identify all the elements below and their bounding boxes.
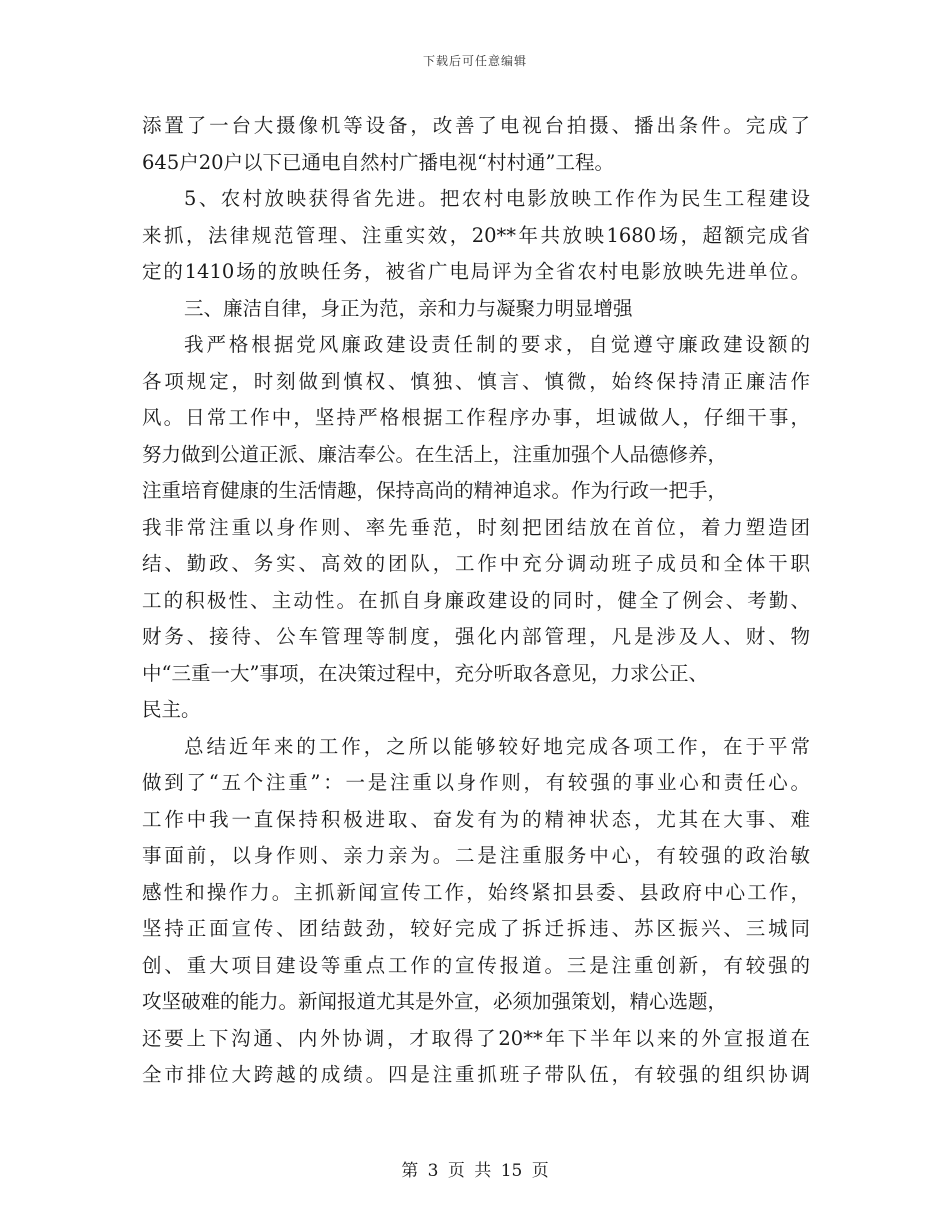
text-line: 各项规定，时刻做到慎权、慎独、慎言、慎微，始终保持清正廉洁作 [142, 369, 810, 393]
text-line: 工的积极性、主动性。在抓自身廉政建设的同时，健全了例会、考勤、 [142, 588, 810, 612]
text-line: 创、重大项目建设等重点工作的宣传报道。三是注重创新，有较强的 [142, 953, 810, 977]
text-line: 总结近年来的工作，之所以能够较好地完成各项工作，在于平常 [184, 734, 810, 758]
text-line: 来抓，法律规范管理、注重实效，20**年共放映1680场，超额完成省 [142, 223, 810, 247]
page-header: 下载后可任意编辑 [422, 54, 527, 68]
text-line: 风。日常工作中，坚持严格根据工作程序办事，坦诚做人，仔细干事， [142, 406, 810, 429]
document-body [142, 108, 810, 1094]
text-line: 攻坚破难的能力。新闻报道尤其是外宣，必须加强策划，精心选题， [142, 990, 728, 1013]
text-line: 努力做到公道正派、廉洁奉公。在生活上，注重加强个人品德修养， [142, 442, 728, 466]
text-line: 工作中我一直保持积极进取、奋发有为的精神状态，尤其在大事、难 [142, 807, 810, 831]
text-line: 我严格根据党风廉政建设责任制的要求，自觉遵守廉政建设额的 [184, 333, 810, 356]
text-line: 全市排位大跨越的成绩。四是注重抓班子带队伍，有较强的组织协调 [142, 1063, 810, 1086]
text-line: 坚持正面宣传、团结鼓劲，较好完成了拆迁拆违、苏区振兴、三城同 [142, 917, 810, 940]
text-line: 注重培育健康的生活情趣，保持高尚的精神追求。作为行政一把手， [142, 479, 728, 502]
text-line: 我非常注重以身作则、率先垂范，时刻把团结放在首位，着力塑造团 [142, 515, 810, 539]
text-line: 事面前，以身作则、亲力亲为。二是注重服务中心，有较强的政治敏 [142, 844, 810, 867]
text-line: 645户20户以下已通电自然村广播电视“村村通”工程。 [142, 150, 614, 174]
text-line: 中“三重一大”事项，在决策过程中，充分听取各意见，力求公正、 [142, 661, 708, 685]
text-line: 做到了“五个注重”：一是注重以身作则，有较强的事业心和责任心。 [142, 771, 810, 794]
text-line: 三、廉洁自律，身正为范，亲和力与凝聚力明显增强 [184, 296, 633, 320]
text-line: 财务、接待、公车管理等制度，强化内部管理，凡是涉及人、财、物 [142, 625, 810, 648]
page-footer: 第 3 页 共 15 页 [401, 1161, 549, 1181]
text-line: 定的1410场的放映任务，被省广电局评为全省农村电影放映先进单位。 [142, 260, 810, 283]
text-line: 添置了一台大摄像机等设备，改善了电视台拍摄、播出条件。完成了 [142, 114, 810, 137]
text-line: 民主。 [142, 698, 201, 721]
text-line: 5、农村放映获得省先进。把农村电影放映工作作为民生工程建设 [184, 187, 810, 210]
text-line: 感性和操作力。主抓新闻宣传工作，始终紧扣县委、县政府中心工作， [142, 880, 810, 904]
text-line: 结、勤政、务实、高效的团队，工作中充分调动班子成员和全体干职 [142, 552, 810, 575]
text-line: 还要上下沟通、内外协调，才取得了20**年下半年以来的外宣报道在 [142, 1026, 810, 1050]
